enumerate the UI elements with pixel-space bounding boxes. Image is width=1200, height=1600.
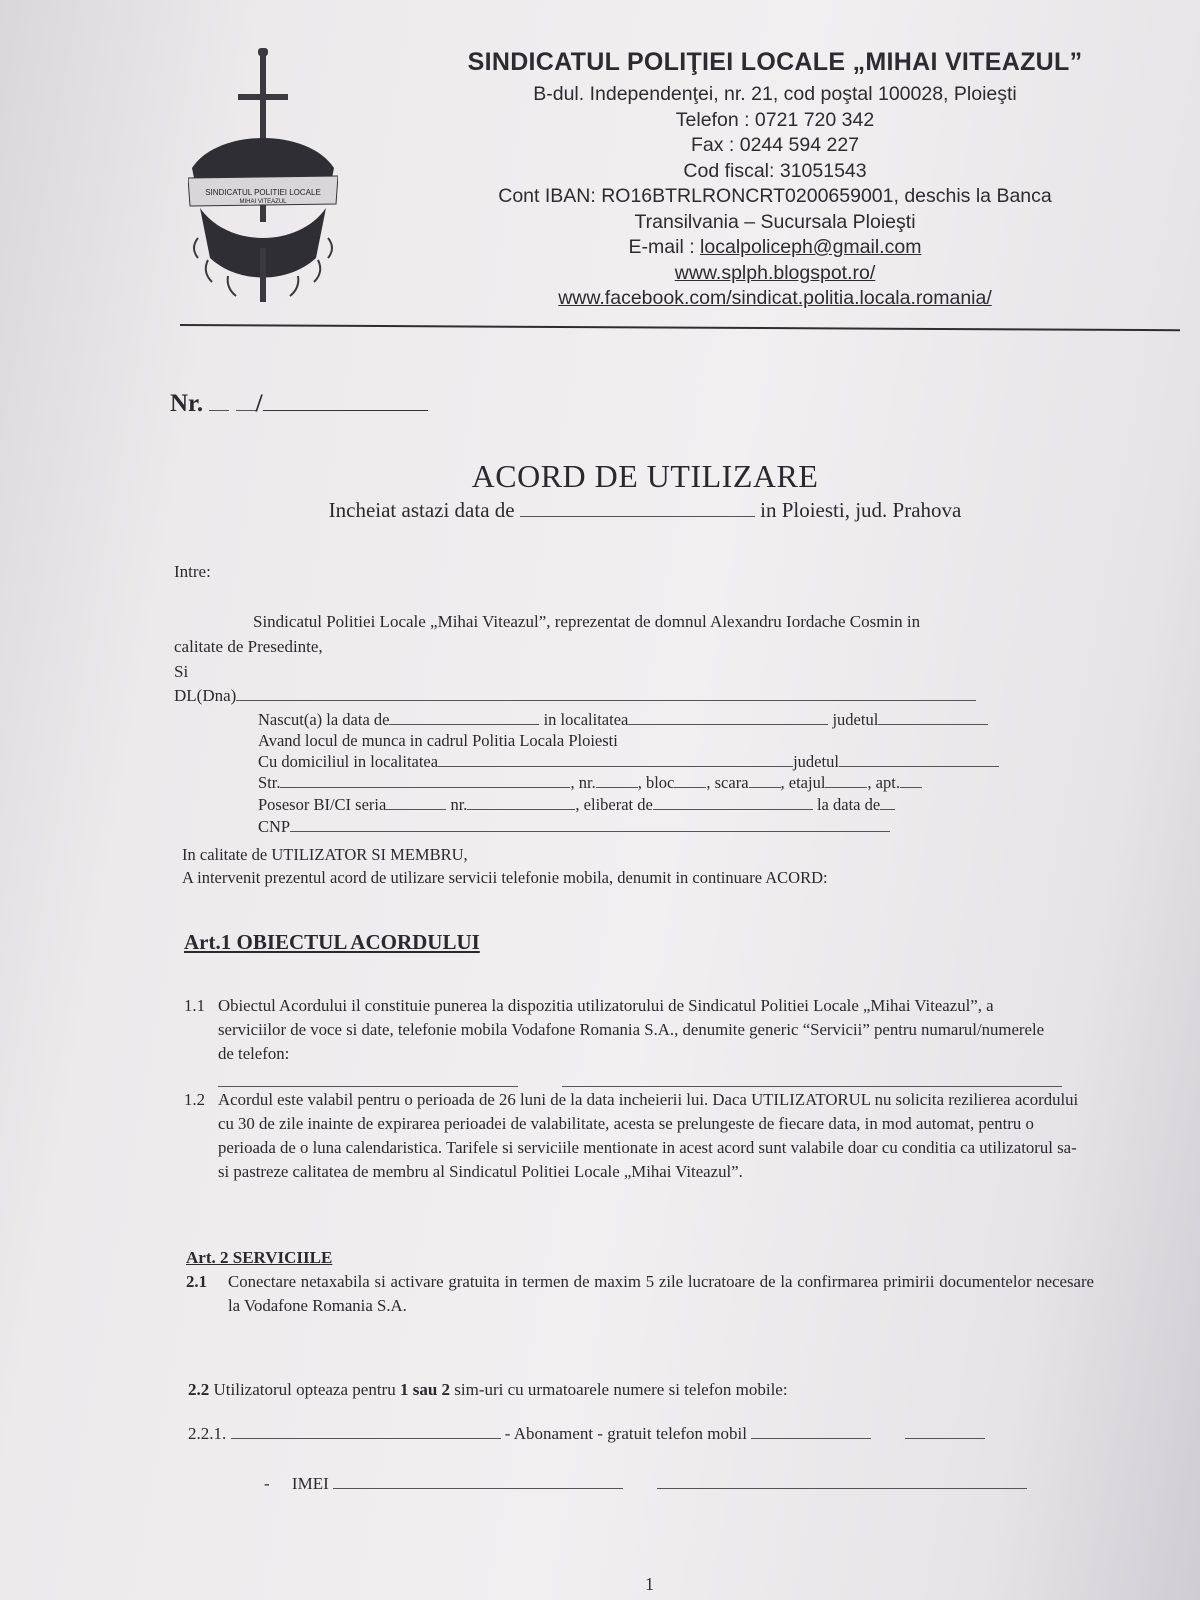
street-line <box>258 773 922 793</box>
sim-count: 1 sau 2 <box>399 1380 451 1399</box>
county-label: judetul <box>832 710 879 729</box>
header-iban: Cont IBAN: RO16BTRLRONCRT0200659001, deschis la Banca <box>498 185 1052 207</box>
id-nr-blank[interactable] <box>467 809 575 810</box>
workplace-line: Avand locul de munca in cadrul Politia Locala Ploiesti <box>258 731 618 750</box>
born-label: Nascut(a) la data de <box>258 710 390 729</box>
header-bank: Transilvania – Sucursala Ploieşti <box>634 210 916 233</box>
name-blank[interactable] <box>236 700 976 701</box>
intervened-line: A intervenit prezentul acord de utilizare servicii telefonie mobila, denumit in continuare ACORD: <box>182 868 828 887</box>
header-fiscal-code: Cod fiscal: 31051543 <box>683 159 867 182</box>
header-email-line <box>430 235 1120 261</box>
locality-label: in localitatea <box>543 710 629 729</box>
domicile-label: Cu domiciliul in localitatea <box>258 752 439 771</box>
subtitle-before: Incheiat astazi data de <box>328 498 515 522</box>
imei-blank-1[interactable] <box>333 1488 623 1489</box>
blog-link[interactable]: www.splph.blogspot.ro/ <box>674 261 876 284</box>
etajul-blank[interactable] <box>825 787 867 788</box>
art2-p1-number: 2.1 <box>186 1272 207 1291</box>
dl-label: DL(Dna) <box>174 686 237 705</box>
domicile-blank[interactable] <box>438 766 793 767</box>
svg-text:MIHAI VITEAZUL: MIHAI VITEAZUL <box>239 199 287 205</box>
document-title: ACORD DE UTILIZARE <box>471 458 819 494</box>
imei-dash: - <box>264 1474 270 1493</box>
document-subtitle <box>0 498 1200 523</box>
scara-label: , scara <box>706 773 749 792</box>
nr-blank-1[interactable] <box>209 410 229 411</box>
email-label: E-mail : <box>628 236 701 258</box>
art1-p2-number: 1.2 <box>184 1090 205 1109</box>
sim-number-blank[interactable] <box>231 1438 501 1439</box>
imei-blank-2[interactable] <box>657 1488 1027 1489</box>
issued-date-label: la data de <box>816 795 881 814</box>
header-contact-block <box>430 82 1120 312</box>
nr-blank-3[interactable] <box>263 410 428 411</box>
etajul-label: , etajul <box>780 773 826 792</box>
subtitle-after: in Ploiesti, jud. Prahova <box>760 498 962 522</box>
imei-line <box>264 1474 1027 1494</box>
cnp-label: CNP <box>258 817 291 836</box>
subscription-line <box>188 1424 985 1444</box>
art2-paragraph-2 <box>188 1380 788 1400</box>
bloc-label: , bloc <box>637 773 675 792</box>
union-emblem-sword-icon <box>188 48 338 308</box>
issued-by-label: , eliberat de <box>575 795 653 814</box>
birth-county-blank[interactable] <box>878 724 988 725</box>
cnp-line <box>258 817 890 837</box>
page-number: 1 <box>645 1574 654 1594</box>
art1-paragraph-1 <box>184 994 1064 1094</box>
art1-heading: Art.1 OBIECTUL ACORDULUI <box>184 930 480 954</box>
union-name: SINDICATUL POLIŢIEI LOCALE „MIHAI VITEAZUL” <box>467 48 1083 76</box>
art2-p2-number: 2.2 <box>188 1380 210 1399</box>
header-fax: Fax : 0244 594 227 <box>690 134 860 156</box>
item-number: 2.2.1. <box>188 1424 227 1443</box>
id-series-blank[interactable] <box>386 809 446 810</box>
birth-date-blank[interactable] <box>389 724 539 725</box>
art1-p1-text: Obiectul Acordului il constituie punerea la dispozitia utilizatorului de Sindicatul Politiei Locale „Mihai Viteazul”, a serviciilor de voce si date, telefonie mobila Vodafone Romania S.A., denumite generic “Servicii” pentru numarul/numerele de telefon: <box>218 996 1045 1063</box>
email-link[interactable]: localpoliceph@gmail.com <box>700 236 922 258</box>
cnp-blank[interactable] <box>290 831 890 832</box>
street-label: Str. <box>258 773 281 792</box>
issued-by-blank[interactable] <box>653 809 813 810</box>
phone-number-blank-2[interactable] <box>562 1086 1062 1087</box>
apt-label: , apt. <box>867 773 900 792</box>
nr-slash: / <box>255 390 263 417</box>
scara-blank[interactable] <box>749 787 781 788</box>
county2-label: judetul <box>793 752 839 771</box>
domicile-line <box>258 752 999 772</box>
street-blank[interactable] <box>280 787 570 788</box>
art2-paragraph-1 <box>186 1270 1094 1318</box>
registration-number <box>170 390 428 418</box>
svg-text:SINDICATUL POLITIEI LOCALE: SINDICATUL POLITIEI LOCALE <box>205 188 321 197</box>
art1-p1-number: 1.1 <box>184 996 205 1015</box>
phone-number-blank-1[interactable] <box>218 1086 518 1087</box>
nr-blank-2[interactable] <box>236 410 256 411</box>
header-address: B-dul. Independenţei, nr. 21, cod poştal 100028, Ploieşti <box>533 83 1017 105</box>
nr-label: Nr. <box>170 390 204 417</box>
party1-line1: Sindicatul Politiei Locale „Mihai Viteazul”, reprezentat de domnul Alexandru Iordache Cosmin in <box>253 612 921 631</box>
apt-blank[interactable] <box>900 787 922 788</box>
parties-intro: Intre: <box>174 562 211 581</box>
birth-line <box>258 710 988 730</box>
subscription-text: - Abonament - gratuit telefon mobil <box>504 1424 747 1443</box>
bloc-blank[interactable] <box>674 787 706 788</box>
date-blank[interactable] <box>520 516 755 517</box>
facebook-link[interactable]: www.facebook.com/sindicat.politia.locala.romania/ <box>558 287 992 309</box>
art1-p2-text: Acordul este valabil pentru o perioada de 26 luni de la data incheierii lui. Daca UTILIZATORUL nu solicita rezilierea acordului cu 30 de zile inainte de expirarea perioadei de valabilitate, acesta se prelungeste de fiecare data, in mod automat, pentru o perioada de o luna calendaristica. Tarifele si serviciile mentionate in acest acord sunt valabile doar cu conditia ca utilizatorul sa-si pastreze calitatea de membru al Sindicatul Politiei Locale „Mihai Viteazul”. <box>218 1090 1079 1181</box>
art2-p2-after: sim-uri cu urmatoarele numere si telefon mobile: <box>450 1380 788 1399</box>
street-nr-label: , nr. <box>570 773 596 792</box>
street-nr-blank[interactable] <box>596 787 638 788</box>
phone-model-blank-1[interactable] <box>751 1438 871 1439</box>
id-line <box>258 795 895 815</box>
id-nr-label: nr. <box>450 795 468 814</box>
art2-heading: Art. 2 SERVICIILE <box>186 1248 333 1267</box>
header-phone: Telefon : 0721 720 342 <box>675 108 875 131</box>
party1-line2: calitate de Presedinte, <box>174 637 323 656</box>
parties-and: Si <box>174 662 189 681</box>
role-line: In calitate de UTILIZATOR SI MEMBRU, <box>182 845 468 864</box>
party2-name-line <box>174 686 976 706</box>
phone-model-blank-2[interactable] <box>905 1438 985 1439</box>
imei-label: IMEI <box>291 1474 329 1493</box>
birth-locality-blank[interactable] <box>628 724 828 725</box>
art2-p2-before: Utilizatorul opteaza pentru <box>213 1380 400 1399</box>
id-holder-label: Posesor BI/CI seria <box>258 795 387 814</box>
art1-paragraph-2 <box>184 1088 1084 1184</box>
art2-p1-text: Conectare netaxabila si activare gratuita in termen de maxim 5 zile lucratoare de la confirmarea primirii documentelor necesare la Vodafone Romania S.A. <box>228 1272 1094 1315</box>
issued-date-blank[interactable] <box>880 809 895 810</box>
domicile-county-blank[interactable] <box>839 766 999 767</box>
